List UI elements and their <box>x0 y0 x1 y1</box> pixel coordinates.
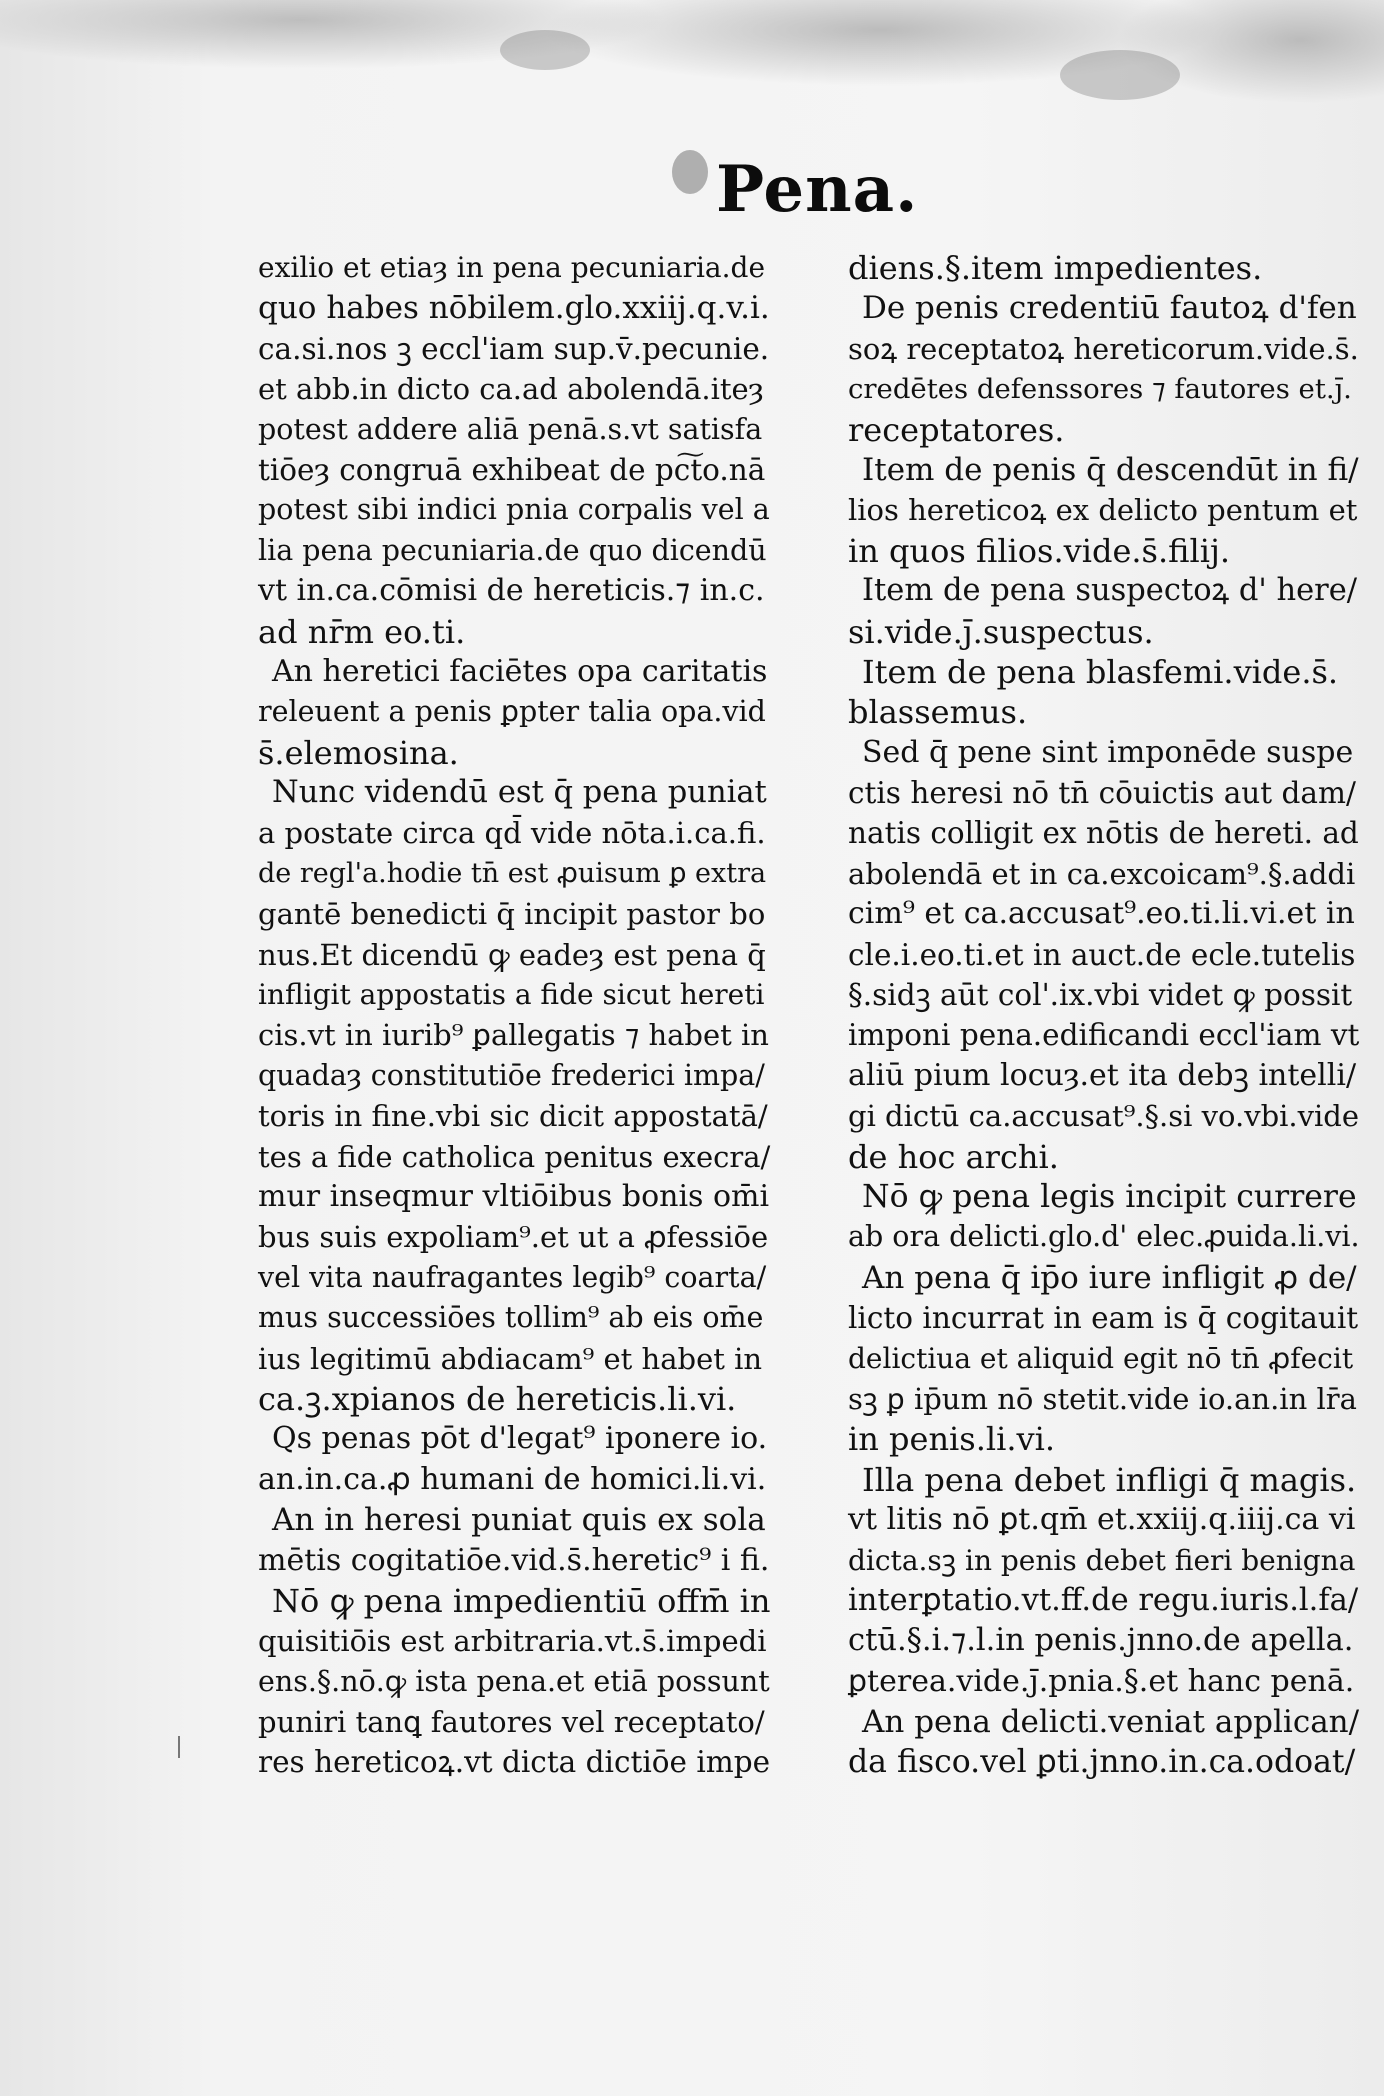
text-line: soꝝ receptatoꝝ hereticorum.vide.s̄. <box>848 331 1359 366</box>
text-line: potest sibi indici pnia corpalis vel a <box>258 493 770 527</box>
text-line: De penis credentiū fautoꝝ d'fen <box>862 290 1357 327</box>
ink-stain <box>500 30 590 70</box>
text-line: cim⁹ et ca.accusat⁹.eo.ti.li.vi.et in <box>848 896 1355 932</box>
text-line: de hoc archi. <box>848 1137 1059 1176</box>
text-line: mur inseqmur vltiōibus bonis om̄i <box>258 1178 770 1214</box>
text-line: quisitiōis est arbitraria.vt.s̄.impedi <box>258 1624 767 1659</box>
text-line: Sed q̄ pene sint imponēde suspe <box>862 734 1354 770</box>
text-line: da fisco.vel ꝑti.jnno.in.ca.odoat/ <box>848 1744 1356 1781</box>
text-line: gi dictū ca.accusat⁹.§.si vo.vbi.vide <box>848 1099 1360 1134</box>
text-line: toris in fine.vbi sic dicit appostatā/ <box>258 1099 768 1134</box>
text-line: sꝫ ꝑ ip̄um nō stetit.vide io.an.in lr̄a <box>848 1381 1357 1416</box>
text-line: vt litis nō ꝑt.qm̄ et.xxiij.q.iiij.ca vi <box>848 1502 1356 1538</box>
text-line: An pena q̄ ip̄o iure infligit ꝓ de/ <box>862 1259 1357 1296</box>
ink-stain <box>1060 50 1180 100</box>
text-line: Nō ꝙ pena impedientiū offm̄ in <box>272 1581 771 1620</box>
text-line: interꝑtatio.vt.ff.de regu.iuris.l.fa/ <box>848 1582 1359 1618</box>
text-line: vel vita naufragantes legib⁹ coarta/ <box>258 1260 767 1294</box>
text-line: receptatores. <box>848 410 1065 449</box>
ink-stain <box>672 150 708 194</box>
text-line: delictiua et aliquid egit nō tn̄ ꝓfecit <box>848 1341 1354 1375</box>
text-line: natis colligit ex nōtis de hereti. ad <box>848 816 1359 851</box>
right-column <box>848 248 1360 1783</box>
text-line: imponi pena.edificandi eccl'iam vt <box>848 1018 1360 1053</box>
text-line: tiōeȝ congruā exhibeat de pc͠to.nā <box>258 452 766 487</box>
text-line: ctis heresi nō tn̄ cōuictis aut dam/ <box>848 776 1356 811</box>
text-line: Item de pena suspectoꝝ d' here/ <box>862 573 1358 609</box>
text-line: licto incurrat in eam is q̄ cogitauit <box>848 1301 1359 1336</box>
text-line: An in heresi puniat quis ex sola <box>272 1502 766 1539</box>
text-line: mētis cogitatiōe.vid.s̄.heretic⁹ i fi. <box>258 1542 770 1578</box>
text-line: exilio et etiaȝ in pena pecuniaria.de <box>258 251 766 284</box>
text-line: blassemus. <box>848 693 1028 732</box>
text-line: ius legitimū abdiacam⁹ et habet in <box>258 1341 763 1376</box>
margin-mark <box>178 1736 180 1758</box>
text-line: credētes defenssores ⁊ fautores et.j̄. <box>848 373 1352 406</box>
text-line: An pena delicti.veniat applican/ <box>862 1704 1360 1741</box>
text-line: dicta.sꝫ in penis debet fieri benigna <box>848 1543 1356 1577</box>
text-line: tes a fide catholica penitus execra/ <box>258 1139 771 1174</box>
text-line: de regl'a.hodie tn̄ est ꝓuisum ꝑ extra <box>258 857 767 889</box>
text-line: a postate circa qd̄ vide nōta.i.ca.fi. <box>258 816 766 851</box>
text-line: Item de penis q̄ descendūt in fi/ <box>862 451 1359 488</box>
text-line: et abb.in dicto ca.ad abolendā.iteȝ <box>258 372 764 407</box>
text-line: lios hereticoꝝ ex delicto pentum et <box>848 493 1358 528</box>
text-line: §.sidꝫ aūt col'.ix.vbi videt ꝙ possit <box>848 978 1353 1013</box>
text-line: infligit appostatis a fide sicut hereti <box>258 978 765 1012</box>
text-line: ad nr̄m eo.ti. <box>258 612 466 651</box>
text-line: Illa pena debet infligi q̄ magis. <box>862 1460 1357 1499</box>
text-line: An heretici faciētes opa caritatis <box>272 653 768 689</box>
text-line: vt in.ca.cōmisi de hereticis.⁊ in.c. <box>258 573 765 609</box>
text-line: si.vide.j̄.suspectus. <box>848 612 1154 651</box>
text-line: cle.i.eo.ti.et in auct.de ecle.tutelis <box>848 937 1356 972</box>
text-line: ca.ꝫ.xpianos de hereticis.li.vi. <box>258 1379 737 1418</box>
text-line: ca.si.nos ꝫ eccl'iam sup.v̄.pecunie. <box>258 331 770 366</box>
left-column <box>258 248 770 1783</box>
text-line: ens.§.nō.ꝙ ista pena.et etiā possunt <box>258 1664 770 1698</box>
text-line: quo habes nōbilem.glo.xxiij.q.v.i. <box>258 290 770 327</box>
text-line: diens.§.item impedientes. <box>848 249 1263 287</box>
text-line: in quos filios.vide.s̄.filij. <box>848 531 1231 570</box>
text-line: Nō ꝙ pena legis incipit currere <box>862 1178 1357 1215</box>
text-line: quadaȝ constitutiōe frederici impa/ <box>258 1058 765 1092</box>
text-line: res hereticoꝝ.vt dicta dictiōe impe <box>258 1745 771 1780</box>
text-line: abolendā et in ca.excoicam⁹.§.addi <box>848 856 1356 891</box>
text-line: lia pena pecuniaria.de quo dicendū <box>258 533 767 567</box>
text-line: gantē benedicti q̄ incipit pastor bo <box>258 897 766 932</box>
text-line: cis.vt in iurib⁹ ꝑallegatis ⁊ habet in <box>258 1018 769 1053</box>
text-line: s̄.elemosina. <box>258 733 459 772</box>
text-line: Item de pena blasfemi.vide.s̄. <box>862 652 1339 691</box>
text-line: in penis.li.vi. <box>848 1420 1055 1459</box>
text-line: releuent a penis ꝑpter talia opa.vid <box>258 695 766 729</box>
text-line: puniri tanꝗ fautores vel receptato/ <box>258 1705 765 1740</box>
text-line: an.in.ca.ꝓ humani de homici.li.vi. <box>258 1461 767 1497</box>
text-line: aliū pium locuȝ.et ita debꝫ intelli/ <box>848 1057 1357 1093</box>
text-line: bus suis expoliam⁹.et ut a ꝓfessiōe <box>258 1220 769 1255</box>
text-line: nus.Et dicendū ꝙ eadeȝ est pena q̄ <box>258 937 766 972</box>
text-line: potest addere aliā penā.s.vt satisfa <box>258 412 763 446</box>
page-header: Pena. <box>716 152 919 227</box>
text-line: mus successiōes tollim⁹ ab eis om̄e <box>258 1301 764 1335</box>
text-line: ab ora delicti.glo.d' elec.ꝓuida.li.vi. <box>848 1220 1360 1254</box>
text-line: Qs penas pōt d'legat⁹ iponere io. <box>272 1421 768 1457</box>
text-line: ctū.§.i.⁊.l.in penis.jnno.de apella. <box>848 1623 1354 1659</box>
text-line: ꝑterea.vide.j̄.pnia.§.et hanc penā. <box>848 1663 1355 1699</box>
text-line: Nunc videndū est q̄ pena puniat <box>272 775 767 811</box>
